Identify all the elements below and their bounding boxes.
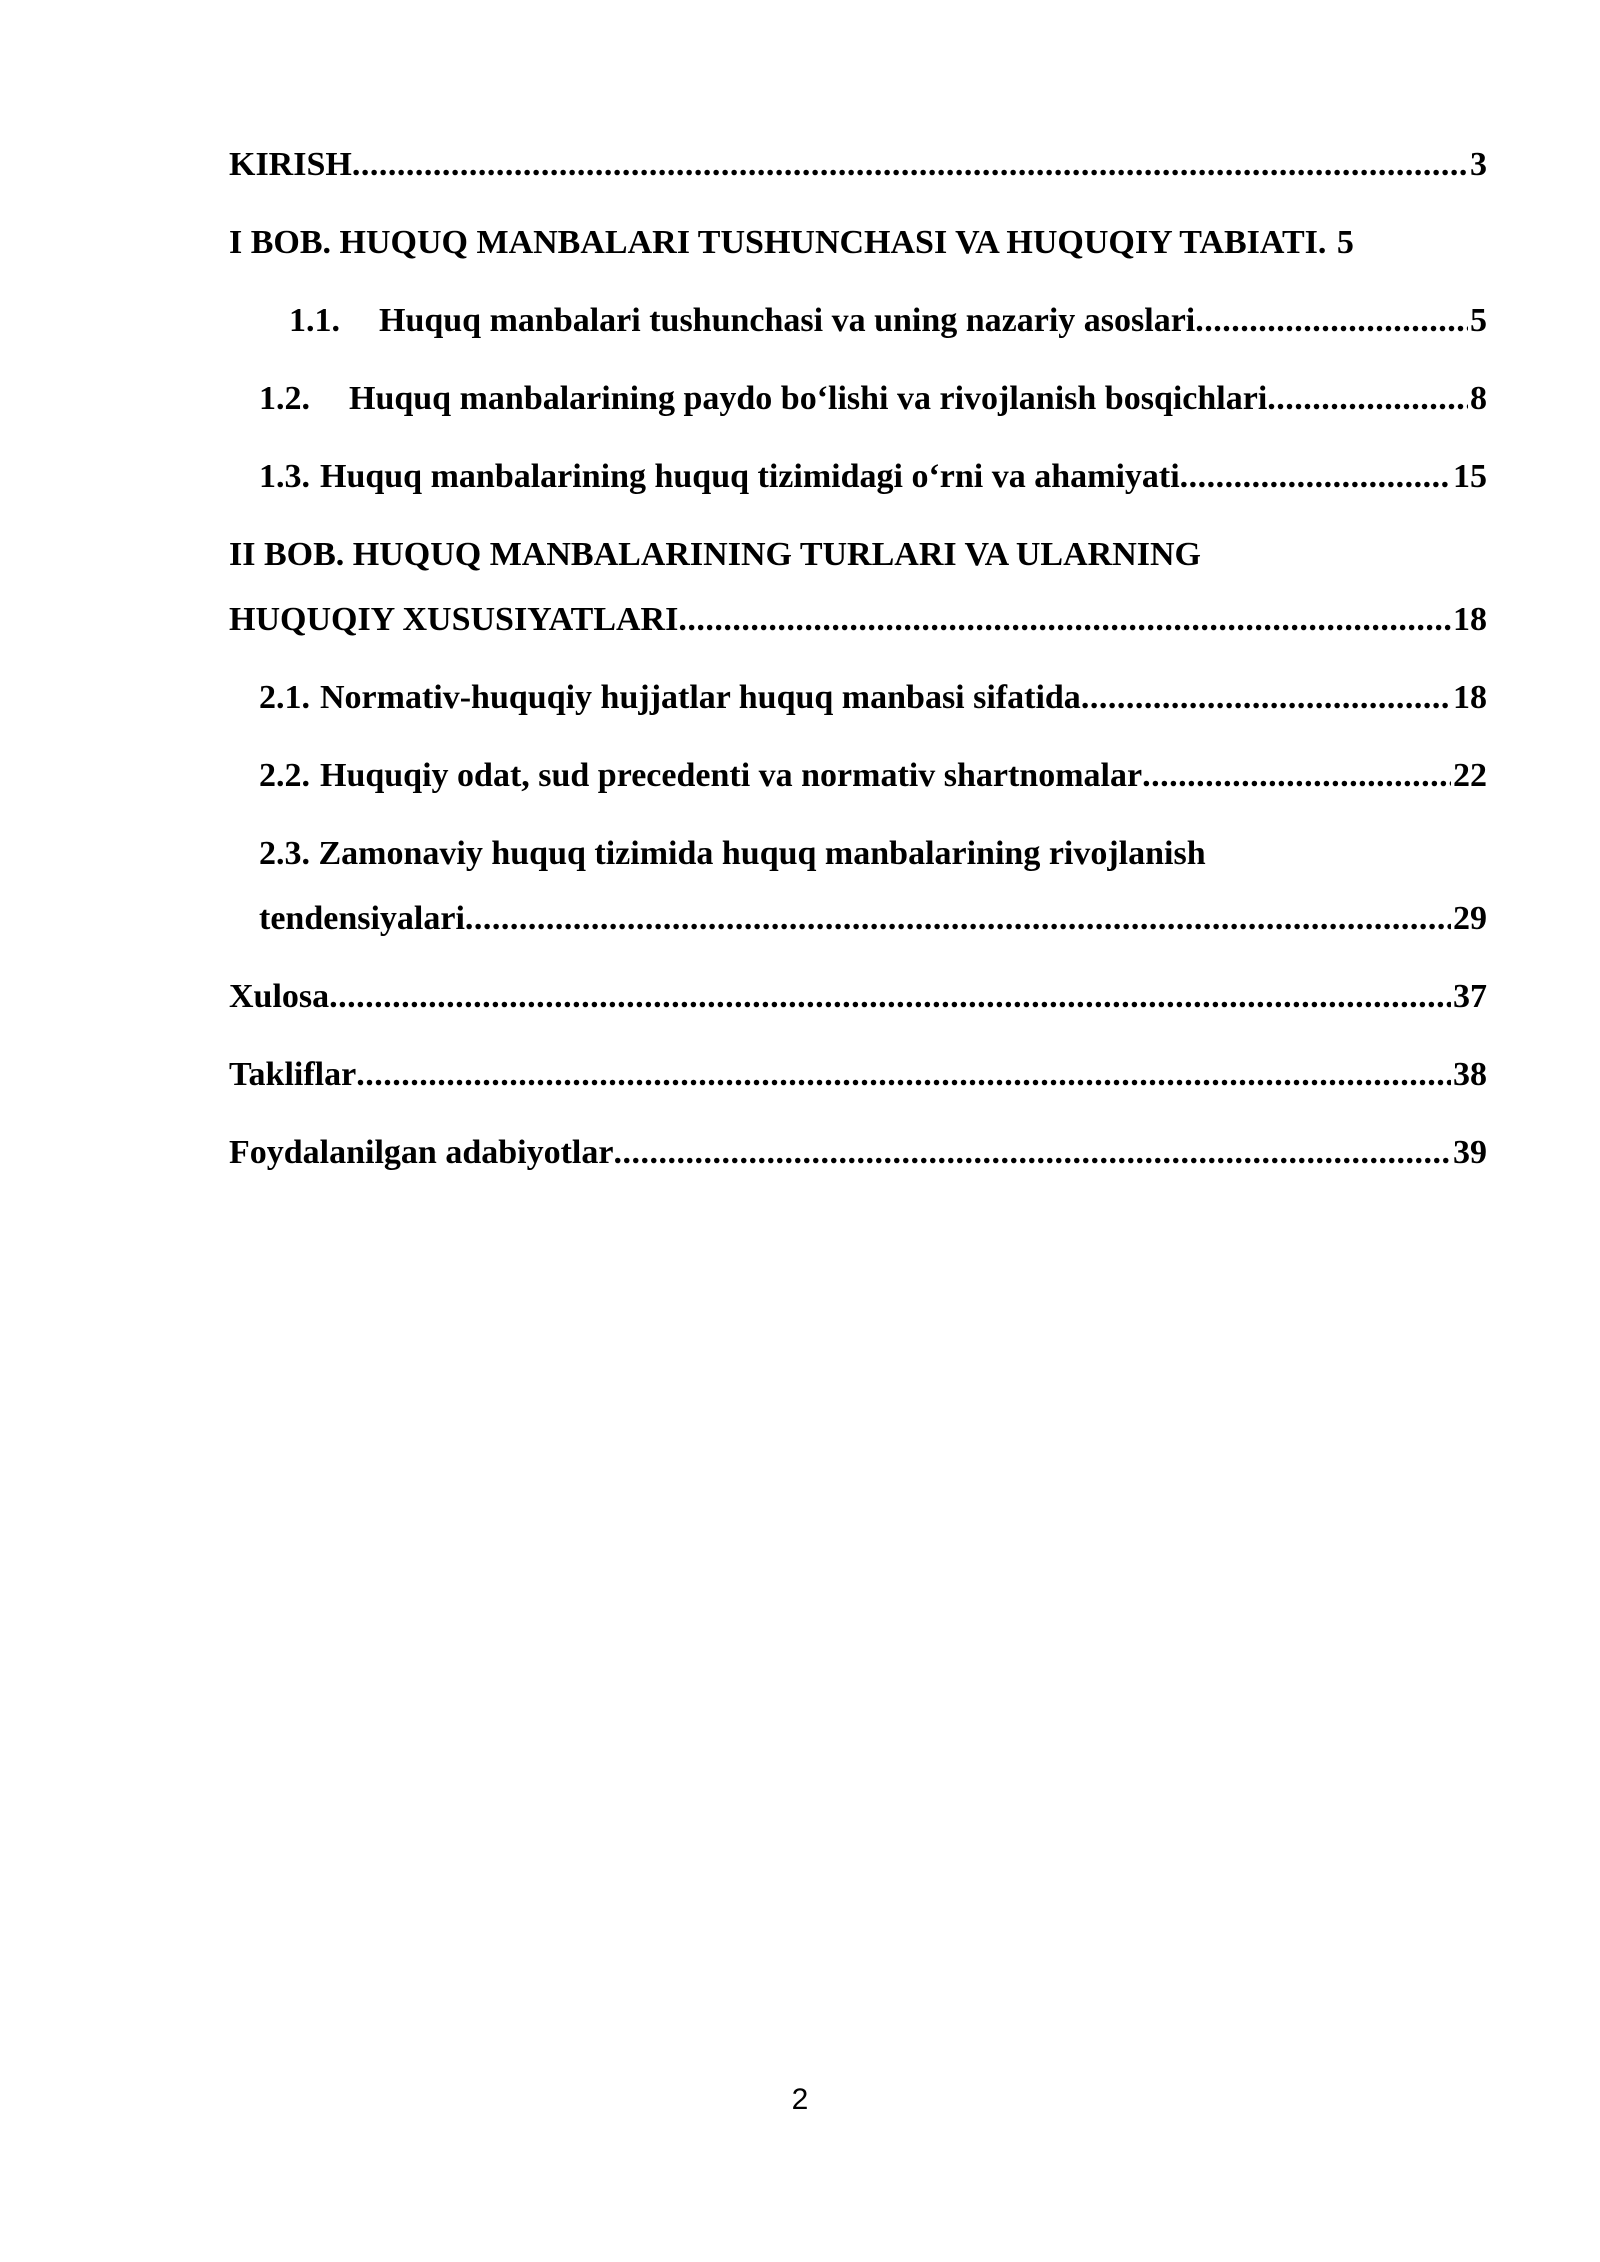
table-of-contents — [229, 145, 1487, 1211]
dot-leader — [1142, 756, 1451, 796]
dot-leader — [356, 1055, 1451, 1095]
toc-entry-title-line-2: tendensiyalari — [259, 900, 465, 937]
toc-entry-title: Xulosa — [229, 978, 330, 1015]
dot-leader — [678, 600, 1451, 640]
toc-entry-page: 39 — [1453, 1134, 1487, 1171]
toc-entry-title: Huquq manbalari tushunchasi va uning nazariy asoslari — [379, 302, 1196, 339]
toc-entry-number: 2.1. — [259, 679, 310, 716]
toc-entry-section-2-2[interactable] — [229, 756, 1487, 796]
toc-entry-takliflar[interactable] — [229, 1055, 1487, 1095]
dot-leader — [352, 145, 1468, 185]
toc-entry-title-line-2-row — [229, 899, 1487, 939]
toc-entry-title: Huquqiy odat, sud precedenti va normativ shartnomalar — [320, 757, 1143, 794]
page-number: 2 — [791, 2083, 809, 2116]
toc-entry-number: 1.3. — [259, 458, 310, 495]
toc-entry-title: I BOB. HUQUQ MANBALARI TUSHUNCHASI VA HUQUQIY TABIATI. — [229, 224, 1327, 261]
toc-entry-title-line-1-row — [229, 834, 1487, 874]
dot-leader — [465, 899, 1451, 939]
toc-entry-title-line-1: Zamonaviy huquq tizimida huquq manbalarining rivojlanish — [318, 835, 1206, 872]
toc-entry-page: 8 — [1470, 380, 1487, 417]
toc-entry-page: 5 — [1336, 224, 1354, 261]
toc-entry-chapter-2[interactable] — [229, 535, 1487, 640]
toc-entry-page: 22 — [1453, 757, 1487, 794]
toc-entry-title: Huquq manbalarining huquq tizimidagi o‘rni va ahamiyati — [320, 458, 1180, 495]
toc-entry-page: 38 — [1453, 1056, 1487, 1093]
toc-entry-adabiyotlar[interactable] — [229, 1133, 1487, 1173]
dot-leader — [1180, 457, 1451, 497]
toc-entry-kirish[interactable] — [229, 145, 1487, 185]
toc-entry-number: 2.3. — [259, 835, 310, 872]
toc-entry-page: 37 — [1453, 978, 1487, 1015]
toc-entry-section-2-1[interactable] — [229, 678, 1487, 718]
toc-entry-section-1-3[interactable] — [229, 457, 1487, 497]
toc-entry-section-1-2[interactable] — [229, 379, 1487, 419]
toc-entry-page: 15 — [1453, 458, 1487, 495]
toc-entry-number: 2.2. — [259, 757, 310, 794]
toc-entry-page: 29 — [1453, 900, 1487, 937]
toc-entry-section-1-1[interactable] — [229, 301, 1487, 341]
toc-entry-title-line-1: II BOB. HUQUQ MANBALARINING TURLARI VA ULARNING — [229, 536, 1201, 573]
toc-entry-title: KIRISH — [229, 146, 352, 183]
dot-leader — [1195, 301, 1468, 341]
toc-entry-chapter-1[interactable] — [229, 223, 1487, 263]
toc-entry-xulosa[interactable] — [229, 977, 1487, 1017]
toc-entry-section-2-3[interactable] — [229, 834, 1487, 939]
dot-leader — [1267, 379, 1468, 419]
toc-entry-title: Foydalanilgan adabiyotlar — [229, 1134, 614, 1171]
toc-entry-number: 1.1. — [289, 302, 340, 339]
toc-entry-title: Normativ-huquqiy hujjatlar huquq manbasi sifatida — [320, 679, 1081, 716]
toc-entry-page: 5 — [1470, 302, 1487, 339]
toc-entry-title: HUQUQIY XUSUSIYATLARI — [229, 601, 679, 638]
toc-entry-page: 18 — [1453, 601, 1487, 638]
toc-entry-number: 1.2. — [259, 380, 310, 417]
toc-entry-title: Huquq manbalarining paydo bo‘lishi va rivojlanish bosqichlari — [349, 380, 1268, 417]
dot-leader — [1081, 678, 1451, 718]
toc-entry-title-line-2-row — [229, 600, 1487, 640]
toc-entry-page: 3 — [1470, 146, 1487, 183]
dot-leader — [329, 977, 1451, 1017]
dot-leader — [613, 1133, 1451, 1173]
toc-entry-title: Takliflar — [229, 1056, 357, 1093]
toc-entry-page: 18 — [1453, 679, 1487, 716]
